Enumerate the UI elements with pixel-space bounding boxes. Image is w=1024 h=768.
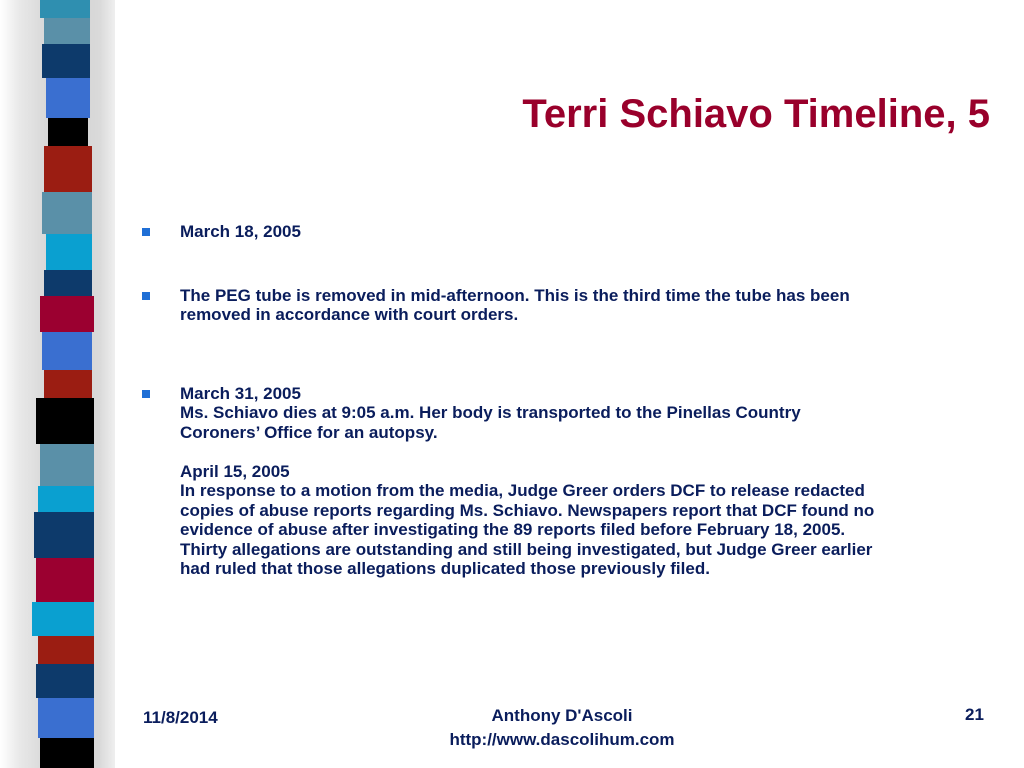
- strip-band: [46, 234, 92, 270]
- footer-url: http://www.dascolihum.com: [449, 730, 675, 749]
- decorative-strip: [0, 0, 115, 768]
- strip-band: [44, 370, 92, 398]
- strip-band: [38, 698, 94, 738]
- bullet-line: March 18, 2005: [180, 222, 301, 241]
- strip-band: [34, 512, 94, 558]
- strip-band: [40, 444, 94, 486]
- strip-band: [38, 636, 94, 664]
- strip-band: [44, 270, 92, 296]
- page-number: 21: [965, 705, 984, 724]
- bullet-line: March 31, 2005: [180, 383, 301, 403]
- strip-band: [48, 118, 88, 146]
- strip-band: [42, 192, 92, 234]
- bullet-line: removed in accordance with court orders.: [180, 305, 519, 324]
- bullet-line: Ms. Schiavo dies at 9:05 a.m. Her body is transported to the Pinellas Country: [180, 403, 801, 422]
- bullet-line: evidence of abuse after investigating the 89 reports filed before February 18, 2005.: [180, 520, 846, 539]
- strip-band: [42, 332, 92, 370]
- bullet-line: Coroners’ Office for an autopsy.: [180, 422, 438, 442]
- bullet-item: [140, 222, 1010, 242]
- square-bullet-icon: [142, 390, 150, 398]
- footer-date: 11/8/2014: [143, 708, 218, 727]
- strip-band: [40, 296, 94, 332]
- strip-band: [36, 398, 94, 444]
- footer-author: Anthony D'Ascoli: [491, 706, 633, 725]
- strip-band: [44, 146, 92, 192]
- strip-band: [32, 602, 94, 636]
- bullet-item: [140, 286, 1010, 325]
- bullet-line: April 15, 2005: [180, 461, 290, 481]
- bullet-line: copies of abuse reports regarding Ms. Schiavo. Newspapers report that DCF found no: [180, 500, 875, 520]
- strip-band: [40, 0, 90, 18]
- bullet-line: In response to a motion from the media, Judge Greer orders DCF to release redacted: [180, 481, 865, 500]
- strip-band: [36, 558, 94, 602]
- bullet-line: Thirty allegations are outstanding and still being investigated, but Judge Greer earlier: [180, 539, 873, 559]
- bullet-line: had ruled that those allegations duplicated those previously filed.: [180, 559, 710, 578]
- footer-center: [402, 704, 722, 752]
- strip-band: [46, 78, 90, 118]
- strip-band: [36, 664, 94, 698]
- spacer: [180, 442, 1010, 462]
- square-bullet-icon: [142, 292, 150, 300]
- slide-title: Terri Schiavo Timeline, 5: [522, 92, 990, 136]
- strip-band: [42, 44, 90, 78]
- strip-band: [38, 486, 94, 512]
- bullet-line: The PEG tube is removed in mid-afternoon. This is the third time the tube has been: [180, 285, 850, 305]
- bullet-item: [140, 384, 1010, 579]
- strip-band: [40, 738, 94, 768]
- bullet-list: [140, 222, 1010, 579]
- square-bullet-icon: [142, 228, 150, 236]
- strip-band: [44, 18, 90, 44]
